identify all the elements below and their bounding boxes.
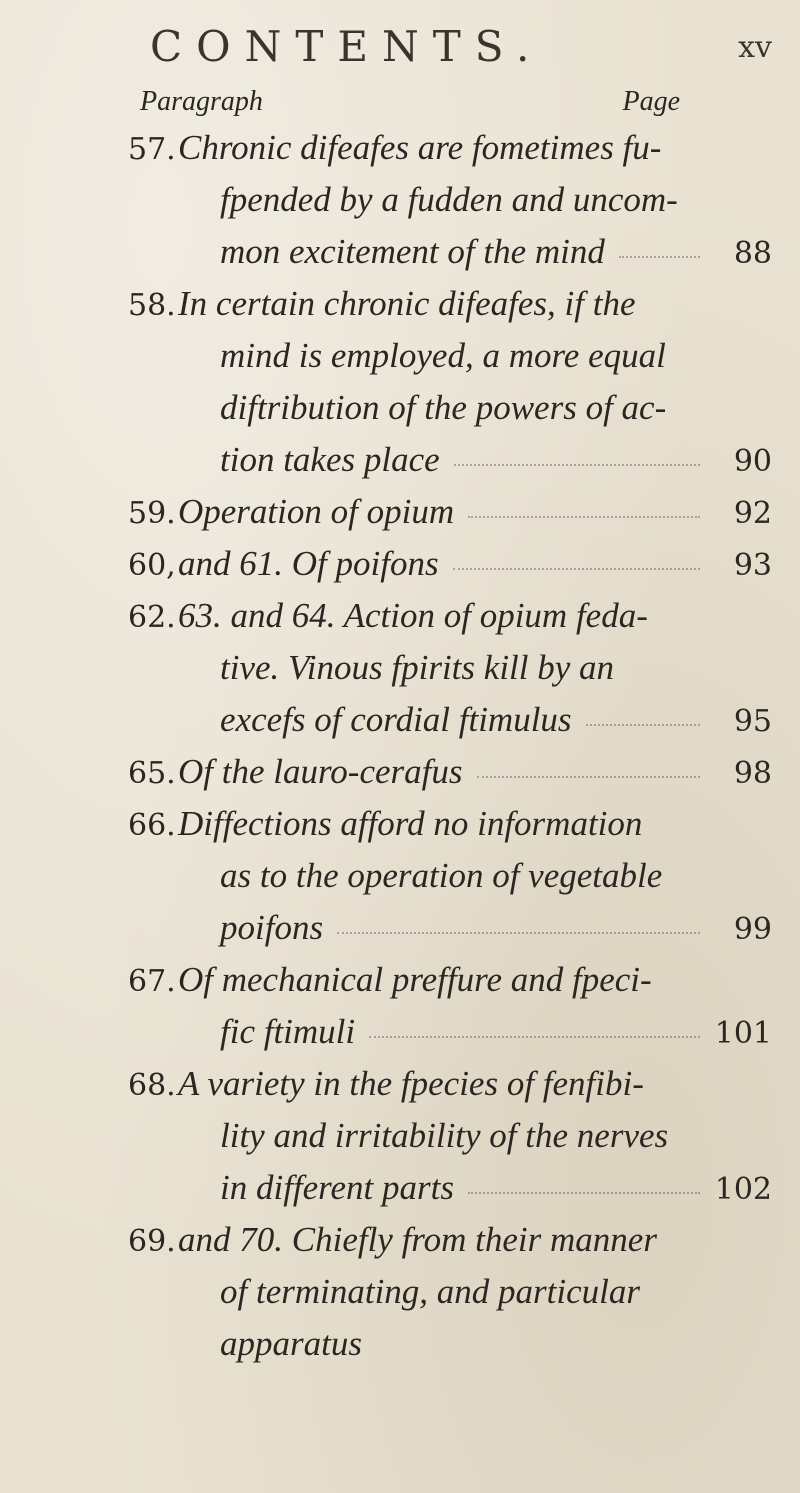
contents-entry [0, 542, 800, 594]
entry-line [0, 854, 800, 906]
entry-line [0, 282, 800, 334]
dot-leader [453, 564, 700, 570]
entry-text: Operation of opium [178, 492, 455, 531]
dot-leader [468, 1188, 700, 1194]
entry-line [0, 1062, 800, 1114]
page-column-label: Page [622, 86, 680, 117]
entry-line [0, 906, 800, 958]
entry-line [0, 1114, 800, 1166]
entry-line [0, 1218, 800, 1270]
running-head [150, 22, 790, 82]
contents-entry [0, 1062, 800, 1218]
contents-entry [0, 594, 800, 750]
page-numeral: xv [738, 30, 772, 65]
paragraph-number: 66. [128, 808, 176, 843]
entry-text: 63. and 64. Action of opium feda- [178, 596, 648, 635]
column-labels [140, 86, 680, 126]
contents-entry [0, 490, 800, 542]
entry-line [0, 1270, 800, 1322]
page-number: 101 [714, 1016, 772, 1051]
paragraph-number: 62. [128, 600, 176, 635]
dot-leader [468, 512, 700, 518]
entry-text: Diffections afford no information [178, 804, 643, 843]
paragraph-number: 60, [128, 548, 176, 583]
page-number: 88 [733, 236, 772, 271]
entry-line [0, 438, 800, 490]
dot-leader [619, 252, 700, 258]
entry-line [0, 698, 800, 750]
contents-entry [0, 750, 800, 802]
entry-text: fic ftimuli [220, 1012, 356, 1051]
dot-leader [369, 1032, 700, 1038]
entry-text: Of mechanical preffure and fpeci- [178, 960, 652, 999]
entry-line [0, 750, 800, 802]
entry-text: lity and irritability of the nerves [220, 1116, 669, 1155]
entry-text: In certain chronic difeafes, if the [178, 284, 636, 323]
contents-entry [0, 1218, 800, 1374]
entry-text: and 61. Of poifons [178, 544, 439, 583]
paragraph-number: 57. [128, 132, 176, 167]
page-number: 93 [733, 548, 772, 583]
entry-text: Chronic difeafes are fometimes fu- [178, 128, 662, 167]
paragraph-number: 68. [128, 1068, 176, 1103]
entry-line [0, 542, 800, 594]
contents-list [0, 126, 800, 1374]
entry-text: excefs of cordial ftimulus [220, 700, 572, 739]
entry-text: mind is employed, a more equal [220, 336, 666, 375]
entry-line [0, 178, 800, 230]
paragraph-column-label: Paragraph [140, 86, 263, 117]
page-number: 92 [733, 496, 772, 531]
entry-line [0, 386, 800, 438]
entry-text: A variety in the fpecies of fenfibi- [178, 1064, 644, 1103]
dot-leader [586, 720, 700, 726]
contents-entry [0, 958, 800, 1062]
page-number: 90 [733, 444, 772, 479]
page-number: 95 [733, 704, 772, 739]
entry-line [0, 490, 800, 542]
entry-text: mon excitement of the mind [220, 232, 605, 271]
page-number: 99 [733, 912, 772, 947]
paragraph-number: 69. [128, 1224, 176, 1259]
entry-text: poifons [220, 908, 324, 947]
entry-text: diftribution of the powers of ac- [220, 388, 667, 427]
running-title: CONTENTS. [150, 22, 544, 71]
entry-line [0, 958, 800, 1010]
entry-line [0, 802, 800, 854]
paragraph-number: 59. [128, 496, 176, 531]
dot-leader [337, 928, 700, 934]
entry-line [0, 1322, 800, 1374]
entry-text: as to the operation of vegetable [220, 856, 663, 895]
entry-text: tive. Vinous fpirits kill by an [220, 648, 615, 687]
entry-text: Of the lauro-cerafus [178, 752, 463, 791]
page-number: 98 [733, 756, 772, 791]
paragraph-number: 65. [128, 756, 176, 791]
page-number: 102 [714, 1172, 772, 1207]
entry-text: and 70. Chiefly from their manner [178, 1220, 657, 1259]
entry-line [0, 230, 800, 282]
contents-entry [0, 282, 800, 490]
entry-line [0, 1010, 800, 1062]
entry-text: of terminating, and particular [220, 1272, 640, 1311]
entry-text: apparatus [220, 1324, 362, 1363]
contents-entry [0, 802, 800, 958]
entry-text: tion takes place [220, 440, 440, 479]
entry-text: fpended by a fudden and uncom- [220, 180, 678, 219]
paragraph-number: 58. [128, 288, 176, 323]
dot-leader [454, 460, 700, 466]
entry-line [0, 126, 800, 178]
entry-line [0, 646, 800, 698]
entry-line [0, 594, 800, 646]
entry-line [0, 1166, 800, 1218]
dot-leader [477, 772, 701, 778]
contents-entry [0, 126, 800, 282]
paragraph-number: 67. [128, 964, 176, 999]
entry-line [0, 334, 800, 386]
entry-text: in different parts [220, 1168, 454, 1207]
